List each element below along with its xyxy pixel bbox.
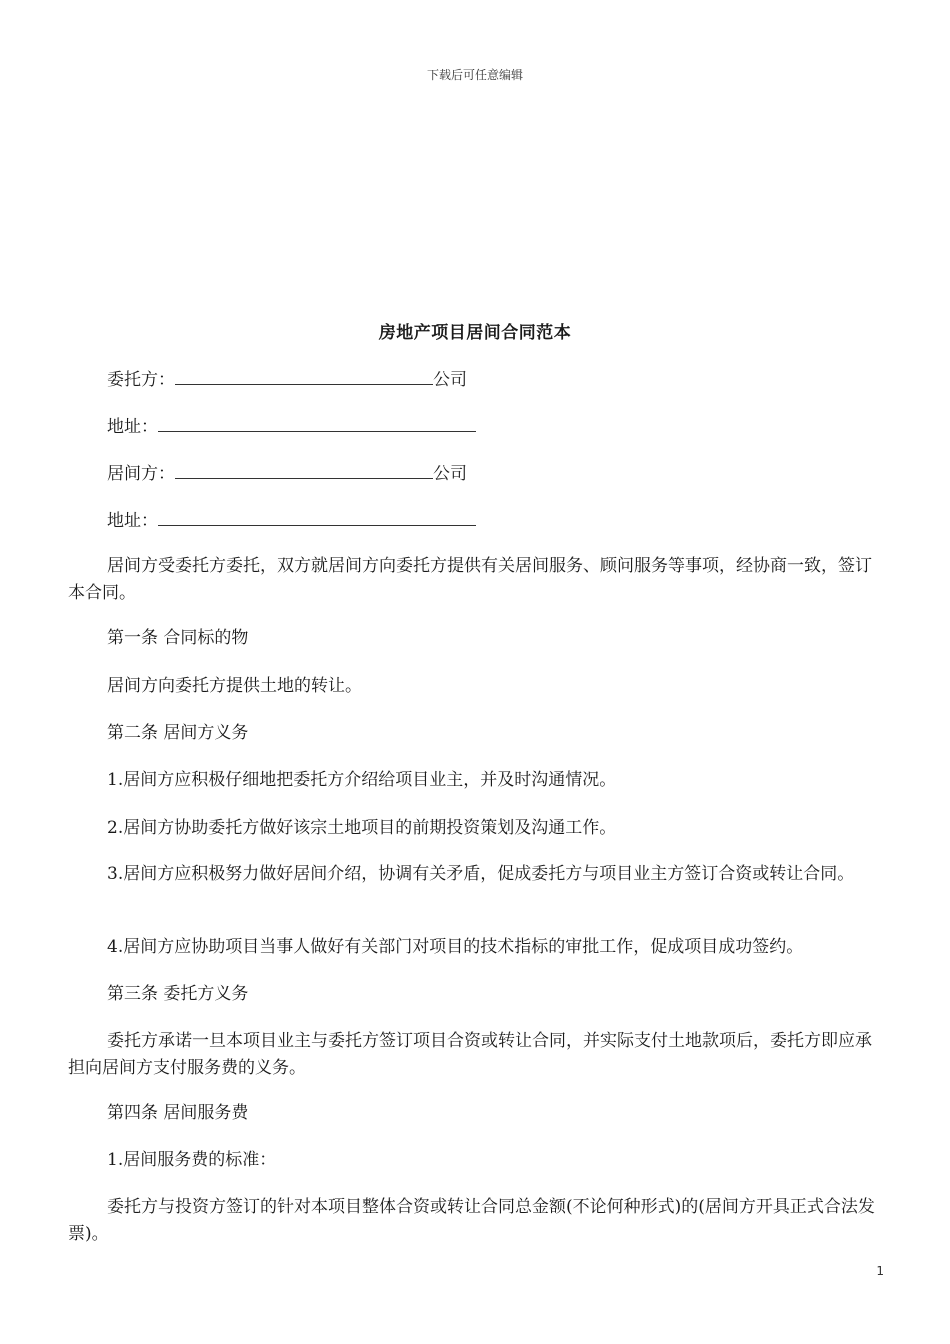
article-4-body: 委托方与投资方签订的针对本项目整体合资或转让合同总金额(不论何种形式)的(居间方开具正式合法发票)。 [68, 1197, 875, 1244]
client-line [107, 366, 467, 392]
article-2-item-4: 4.居间方应协助项目当事人做好有关部门对项目的技术指标的审批工作，促成项目成功签约。 [107, 937, 804, 957]
article-2-item-2: 2.居间方协助委托方做好该宗土地项目的前期投资策划及沟通工作。 [107, 818, 617, 838]
article-4-heading: 第四条 居间服务费 [107, 1103, 249, 1123]
broker-address-line [107, 507, 476, 533]
article-2-item-3: 3.居间方应积极努力做好居间介绍，协调有关矛盾，促成委托方与项目业主方签订合资或转让合同。 [107, 864, 855, 884]
article-3-body: 委托方承诺一旦本项目业主与委托方签订项目合资或转让合同，并实际支付土地款项后，委托方即应承担向居间方支付服务费的义务。 [68, 1031, 872, 1078]
client-name-blank [175, 366, 433, 385]
document-title: 房地产项目居间合同范本 [378, 323, 572, 343]
client-address-line [107, 413, 476, 439]
broker-line [107, 460, 467, 486]
article-2-item-1: 1.居间方应积极仔细地把委托方介绍给项目业主，并及时沟通情况。 [107, 770, 617, 790]
article-3-heading: 第三条 委托方义务 [107, 984, 249, 1004]
broker-label: 居间方： [107, 464, 175, 484]
client-address-label: 地址： [107, 417, 158, 437]
broker-address-blank [158, 507, 476, 526]
page-number: 1 [876, 1264, 884, 1278]
broker-address-label: 地址： [107, 511, 158, 531]
client-suffix: 公司 [433, 370, 467, 390]
broker-suffix: 公司 [433, 464, 467, 484]
article-4-item-1: 1.居间服务费的标准： [107, 1150, 277, 1170]
header-note: 下载后可任意编辑 [426, 68, 523, 82]
client-label: 委托方： [107, 370, 175, 390]
article-1-body: 居间方向委托方提供土地的转让。 [107, 676, 362, 696]
broker-name-blank [175, 460, 433, 479]
preamble-paragraph: 居间方受委托方委托，双方就居间方向委托方提供有关居间服务、顾问服务等事项，经协商一致，签订本合同。 [68, 556, 872, 603]
client-address-blank [158, 413, 476, 432]
article-2-heading: 第二条 居间方义务 [107, 723, 249, 743]
article-1-heading: 第一条 合同标的物 [107, 628, 249, 648]
